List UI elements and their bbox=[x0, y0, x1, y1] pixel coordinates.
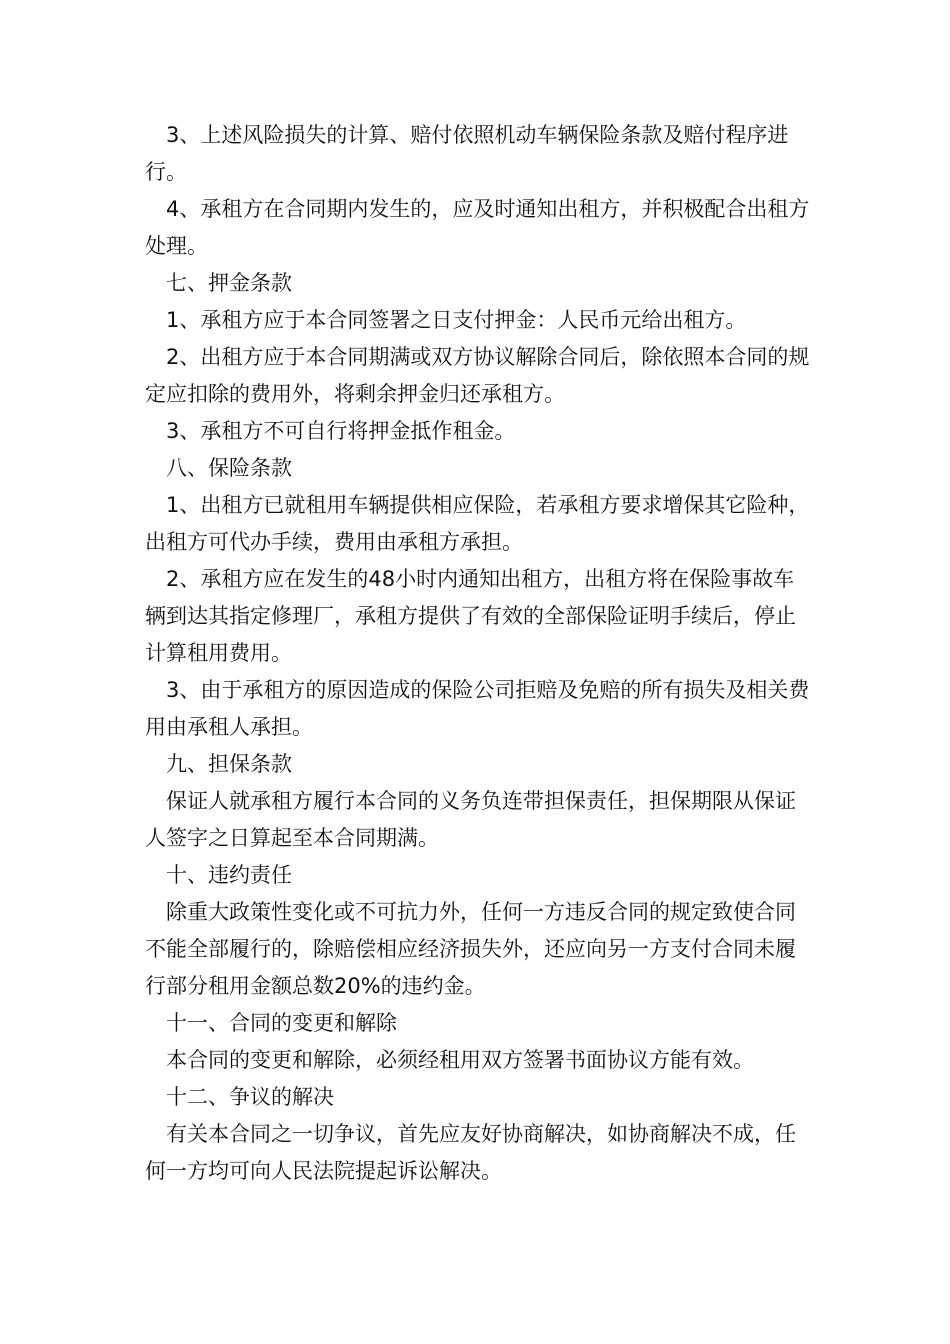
paragraph-insurance-2: 2、承租方应在发生的48小时内通知出租方，出租方将在保险事故车辆到达其指定修理厂，承租方提供了有效的全部保险证明手续后，停止计算租用费用。 bbox=[145, 567, 796, 665]
paragraph-dispute: 有关本合同之一切争议，首先应友好协商解决，如协商解决不成，任何一方均可向人民法院提起诉讼解决。 bbox=[145, 1122, 796, 1183]
paragraph-deposit-2: 2、出租方应于本合同期满或双方协议解除合同后，除依照本合同的规定应扣除的费用外，将剩余押金归还承租方。 bbox=[145, 345, 810, 406]
paragraph-insurance-3: 3、由于承租方的原因造成的保险公司拒赔及免赔的所有损失及相关费用由承租人承担。 bbox=[145, 678, 810, 739]
paragraph-change-termination: 本合同的变更和解除，必须经租用双方签署书面协议方能有效。 bbox=[166, 1048, 754, 1072]
section-heading-insurance: 八、保险条款 bbox=[166, 456, 292, 480]
section-heading-guarantee: 九、担保条款 bbox=[166, 752, 292, 776]
section-heading-dispute: 十二、争议的解决 bbox=[166, 1085, 334, 1109]
document-body bbox=[145, 117, 815, 1190]
paragraph-insurance-1: 1、出租方已就租用车辆提供相应保险，若承租方要求增保其它险种，出租方可代办手续，费用由承租方承担。 bbox=[145, 493, 810, 554]
section-heading-change-termination: 十一、合同的变更和解除 bbox=[166, 1011, 397, 1035]
paragraph-deposit-1: 1、承租方应于本合同签署之日支付押金：人民币元给出租方。 bbox=[166, 308, 747, 332]
paragraph-4-notify-lessor: 4、承租方在合同期内发生的，应及时通知出租方，并积极配合出租方处理。 bbox=[145, 197, 810, 258]
section-heading-deposit: 七、押金条款 bbox=[166, 271, 292, 295]
paragraph-breach: 除重大政策性变化或不可抗力外，任何一方违反合同的规定致使合同不能全部履行的，除赔偿相应经济损失外，还应向另一方支付合同未履行部分租用金额总数20%的违约金。 bbox=[145, 900, 796, 998]
paragraph-deposit-3: 3、承租方不可自行将押金抵作租金。 bbox=[166, 419, 516, 443]
paragraph-guarantee: 保证人就承租方履行本合同的义务负连带担保责任，担保期限从保证人签字之日算起至本合同期满。 bbox=[145, 789, 796, 850]
paragraph-3-risk-calculation: 3、上述风险损失的计算、赔付依照机动车辆保险条款及赔付程序进行。 bbox=[145, 123, 789, 184]
section-heading-breach: 十、违约责任 bbox=[166, 863, 292, 887]
